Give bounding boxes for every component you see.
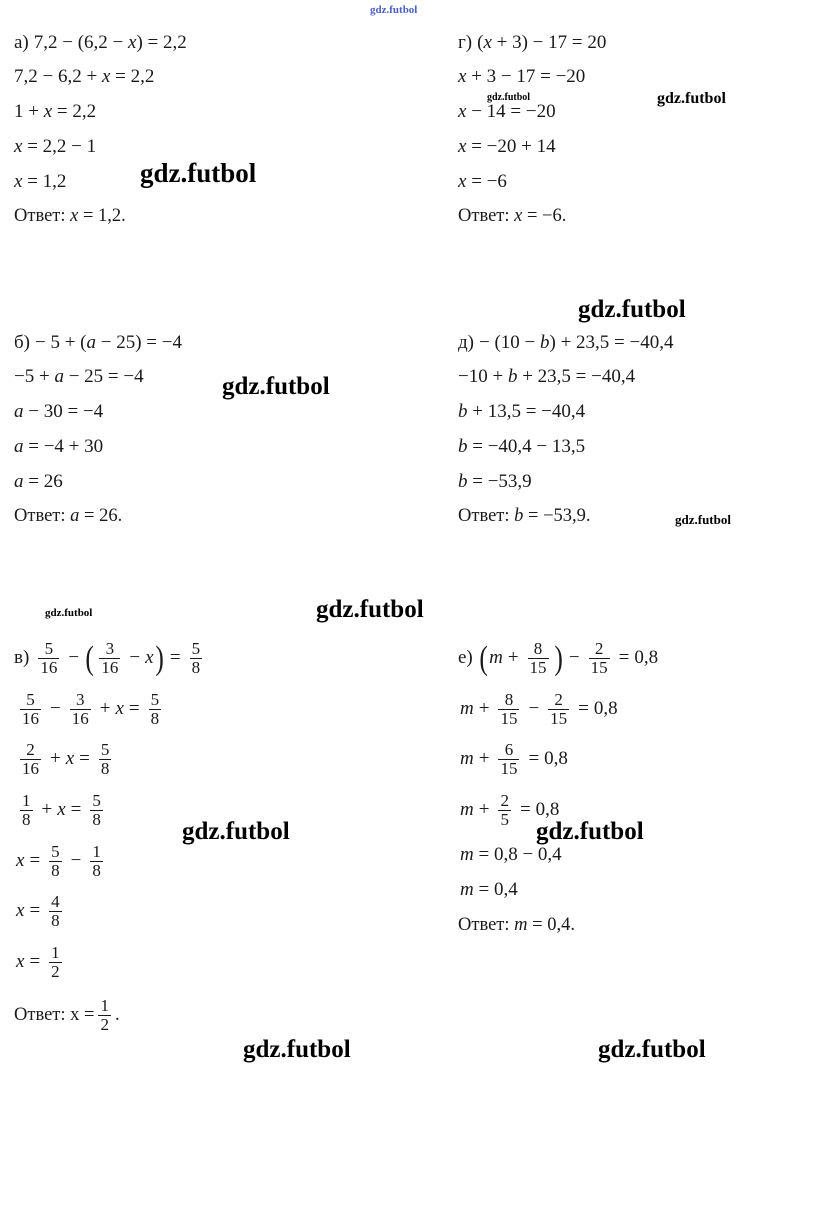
problem-e [458,640,658,935]
equals-sign: = [29,900,41,922]
equals-sign: = [519,798,531,820]
minus-sign: − [70,849,82,871]
var-m: m [460,798,474,820]
problem-d-expr-5: b = −53,9 [458,470,532,492]
problem-g-line-5 [458,172,606,193]
watermark-text: gdz.futbol [370,4,418,16]
problem-b-line-2 [14,367,182,388]
equals-sign: = [29,849,41,871]
problem-e-answer-text: Ответ: m = 0,4. [458,914,575,935]
equals-sign: = [618,646,630,668]
fraction-2-16: $\frac{2}{16}$ [22,740,39,779]
plus-sign: + [41,798,53,820]
var-x: x [115,697,124,719]
problem-g-expr-3: x − 14 = −20 [458,100,556,122]
problem-d-expr-3: b + 13,5 = −40,4 [458,400,586,422]
problem-e-expr-6: m = 0,4 [460,878,518,900]
problem-b-expr-1: − 5 + (a − 25) = −4 [35,332,182,353]
problem-b-expr-2: −5 + a − 25 = −4 [14,365,144,387]
problem-a-answer [14,206,187,226]
problem-v [14,640,206,1034]
problem-g-line-1 [458,33,606,54]
problem-e-line-5 [460,845,658,866]
var-x: x [16,951,25,973]
problem-d-answer [458,506,674,526]
problem-a-line-5 [14,172,187,193]
problem-g-label: г) [458,32,473,53]
problem-g-line-4 [458,137,606,158]
problem-v-answer [14,997,206,1034]
fraction-5-8: $\frac{5}{8}$ [150,689,160,728]
problem-a-line-4 [14,137,187,158]
equals-sign: = [70,798,82,820]
problem-a-expr-4: x = 2,2 − 1 [14,135,97,157]
problem-a [14,33,187,227]
plus-sign: + [478,798,490,820]
var-m: m [460,748,474,770]
problem-g-expr-2: x + 3 − 17 = −20 [458,65,586,87]
fraction-2-15: $\frac{2}{15}$ [550,689,568,728]
watermark-text: gdz.futbol [536,818,644,845]
problem-d-answer-text: Ответ: b = −53,9. [458,506,591,527]
problem-b-expr-4: a = −4 + 30 [14,435,104,457]
rparen-icon: ) [553,639,563,677]
fraction-6-15: $\frac{6}{15}$ [500,740,518,779]
watermark-text: gdz.futbol [222,373,330,400]
value-08: 0,8 [535,798,560,820]
value-08: 0,8 [544,748,568,770]
problem-d-line-4 [458,437,674,458]
problem-e-line-3 [460,741,658,778]
problem-v-line-6 [16,893,206,930]
fraction-8-15: $\frac{8}{15}$ [500,689,518,728]
value-08: 0,8 [634,646,659,668]
problem-e-expr-5: m = 0,8 − 0,4 [460,843,562,865]
problem-v-answer-prefix: Ответ: x = [14,1004,95,1025]
equals-sign: = [528,748,540,770]
fraction-8-15: $\frac{8}{15}$ [529,639,547,677]
fraction-5-8: $\frac{5}{8}$ [51,841,60,880]
problem-b-line-5 [14,472,182,493]
fraction-2-5: $\frac{2}{5}$ [500,791,509,829]
problem-v-line-3 [16,741,206,778]
var-m: m [489,646,503,668]
problem-d-label: д) [458,332,474,353]
problem-g-answer [458,206,606,226]
watermark-text: gdz.futbol [675,512,731,527]
plus-sign: + [99,697,111,719]
var-x: x [16,900,25,922]
fraction-1-8: $\frac{1}{8}$ [22,791,31,829]
watermark-text: gdz.futbol [140,158,257,188]
problem-b-answer-text: Ответ: a = 26. [14,506,123,527]
problem-d-expr-4: b = −40,4 − 13,5 [458,435,586,457]
problem-e-line-2 [460,691,658,728]
fraction-1-2: $\frac{1}{2}$ [100,995,109,1034]
var-m: m [460,697,474,719]
problem-v-answer-suffix: . [114,1004,120,1025]
problem-e-line-4 [460,792,658,829]
plus-sign: + [507,646,519,668]
fraction-5-16: $\frac{5}{16}$ [22,689,39,728]
problem-d-line-2 [458,367,674,388]
problem-e-line-6 [460,880,658,901]
fraction-3-16: $\frac{3}{16}$ [101,639,119,677]
problem-a-line-3 [14,102,187,123]
equals-sign: = [169,646,181,668]
problem-v-label: в) [14,646,30,668]
watermark-text: gdz.futbol [598,1036,706,1063]
problem-d-expr-2: −10 + b + 23,5 = −40,4 [458,365,636,387]
problem-v-line-4 [16,792,206,829]
minus-sign: − [50,697,61,719]
problem-b-label: б) [14,332,30,353]
watermark-text: gdz.futbol [578,296,686,323]
problem-d-line-1 [458,333,674,354]
minus-sign: − [568,646,580,668]
fraction-5-8: $\frac{5}{8}$ [191,639,201,677]
value-08: 0,8 [593,697,618,719]
watermark-text: gdz.futbol [243,1036,351,1063]
minus-sign: − [68,646,80,668]
problem-a-expr-3: 1 + x = 2,2 [14,100,97,122]
problem-a-expr-1: 7,2 − (6,2 − x) = 2,2 [33,32,187,53]
minus-sign: − [528,697,540,719]
problem-a-expr-2: 7,2 − 6,2 + x = 2,2 [14,65,155,87]
problem-a-expr-5: x = 1,2 [14,170,67,192]
problem-b-line-1 [14,333,182,354]
fraction-5-8: $\frac{5}{8}$ [92,791,101,829]
problem-e-answer [458,915,658,935]
minus-sign: − [129,646,141,668]
equals-sign: = [578,697,589,719]
watermark-text: gdz.futbol [182,818,290,845]
lparen-icon: ( [85,639,94,677]
plus-sign: + [50,748,61,770]
problem-v-line-2 [16,691,206,728]
plus-sign: + [478,697,490,719]
problem-b-line-4 [14,437,182,458]
problem-g-answer-text: Ответ: x = −6. [458,206,567,227]
problem-e-label: е) [458,646,473,668]
problem-a-answer-text: Ответ: x = 1,2. [14,206,126,227]
problem-g-expr-5: x = −6 [458,170,507,192]
problem-b-line-3 [14,402,182,423]
fraction-2-15: $\frac{2}{15}$ [590,639,608,677]
watermark-text: gdz.futbol [45,607,93,619]
problem-b-expr-5: a = 26 [14,470,63,492]
plus-sign: + [478,748,490,770]
equals-sign: = [128,697,140,719]
problem-v-line-5 [16,843,206,880]
fraction-5-8: $\frac{5}{8}$ [100,740,110,779]
problem-g-line-3 [458,102,606,123]
problem-d-expr-1: − (10 − b) + 23,5 = −40,4 [479,332,674,353]
lparen-icon: ( [479,639,488,677]
problem-e-line-1 [458,640,658,677]
problem-d [458,333,674,527]
var-x: x [57,798,66,820]
watermark-text: gdz.futbol [487,92,531,103]
problem-b-expr-3: a − 30 = −4 [14,400,104,422]
rparen-icon: ) [154,639,164,677]
problem-g-line-2 [458,67,606,88]
fraction-3-16: $\frac{3}{16}$ [71,689,89,728]
fraction-5-16: $\frac{5}{16}$ [40,639,58,677]
problem-g-expr-4: x = −20 + 14 [458,135,556,157]
problem-g [458,33,606,227]
var-x: x [145,646,154,668]
equals-sign: = [79,748,90,770]
problem-a-label: а) [14,32,29,53]
problem-d-line-3 [458,402,674,423]
problem-a-line-1 [14,33,187,54]
problem-d-line-5 [458,472,674,493]
problem-v-line-1 [14,640,206,677]
watermark-text: gdz.futbol [316,596,424,623]
fraction-1-2: $\frac{1}{2}$ [51,943,60,981]
problem-g-expr-1: (x + 3) − 17 = 20 [477,32,607,53]
problem-a-line-2 [14,67,187,88]
problem-b [14,333,182,527]
equals-sign: = [29,951,41,973]
problem-v-line-7 [16,944,206,981]
var-x: x [16,849,25,871]
fraction-4-8: $\frac{4}{8}$ [51,892,60,931]
problem-b-answer [14,506,182,526]
fraction-1-8: $\frac{1}{8}$ [92,841,101,880]
watermark-text: gdz.futbol [657,90,726,107]
var-x: x [65,748,75,770]
